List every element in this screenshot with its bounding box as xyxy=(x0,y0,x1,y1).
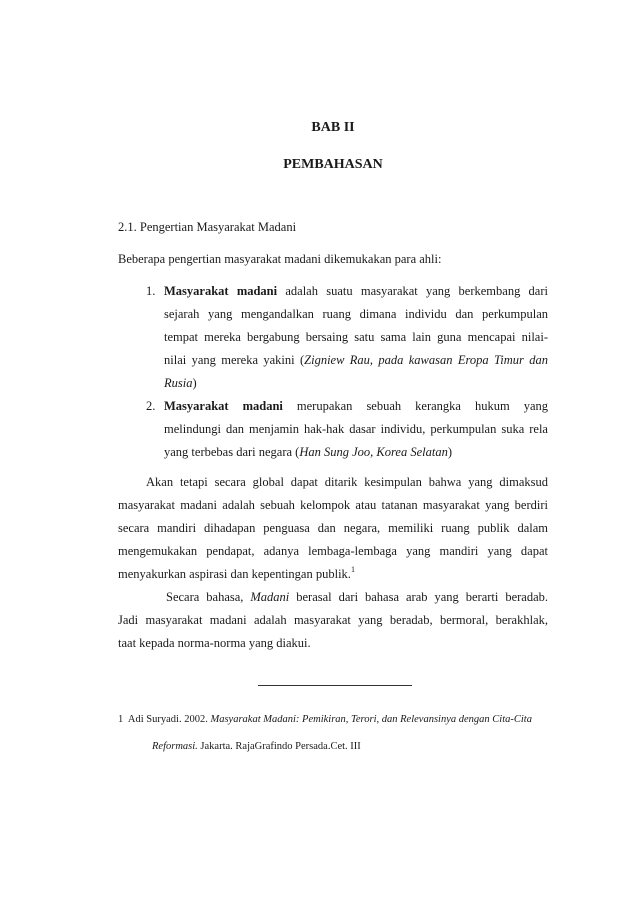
item-source: Zigniew Rau, pada kawasan Eropa Timur dan xyxy=(304,353,548,367)
footnote-number: 1 xyxy=(118,714,124,725)
list-item-2-line-2: melindungi dan menjamin hak-hak dasar individu, perkumpulan suka rela xyxy=(164,422,548,436)
item-text: ) xyxy=(192,376,197,390)
section-title: 2.1. Pengertian Masyarakat Madani xyxy=(118,220,297,234)
list-item-1-line-1 xyxy=(164,283,548,299)
list-item-number: 1. xyxy=(146,284,156,298)
item-text: merupakan sebuah kerangka hukum yang xyxy=(296,399,549,413)
footnote-reference: 1 xyxy=(350,564,355,574)
paragraph-1-line-5 xyxy=(118,566,548,582)
footnote-divider xyxy=(258,685,412,686)
item-source: Han Sung Joo, Korea Selatan xyxy=(299,445,448,459)
item-term: Masyarakat xyxy=(164,399,229,413)
item-source: Rusia xyxy=(164,376,193,390)
paragraph-emphasis: Madani xyxy=(250,590,290,604)
item-text: ) xyxy=(447,445,453,459)
paragraph-1-line-2: masyarakat madani adalah sebuah kelompok atau tatanan masyarakat yang berdiri xyxy=(118,498,548,512)
item-term: Masyarakat madani xyxy=(164,284,278,298)
paragraph-text: menyakurkan aspirasi dan kepentingan publik. xyxy=(118,567,351,581)
paragraph-1-line-4: mengemukakan pendapat, adanya lembaga-lembaga yang mandiri yang dapat xyxy=(118,544,548,558)
item-term: madani xyxy=(242,399,283,413)
list-item-2-line-3 xyxy=(164,444,548,460)
paragraph-1-line-3: secara mandiri dihadapan penguasa dan negara, memiliki ruang publik dalam xyxy=(118,521,548,535)
list-item-1-line-2: sejarah yang mengandalkan ruang dimana individu dan perkumpulan xyxy=(164,307,548,321)
paragraph-2-line-2: Jadi masyarakat madani adalah masyarakat yang beradab, bermoral, berakhlak, xyxy=(118,613,548,627)
list-item-1-line-3: tempat mereka bergabung bersaing satu sama lain guna mencapai nilai- xyxy=(164,330,548,344)
section-intro: Beberapa pengertian masyarakat madani dikemukakan para ahli: xyxy=(118,252,442,266)
item-text: nilai yang mereka yakini ( xyxy=(164,353,305,367)
footnote-line-1 xyxy=(118,713,532,727)
item-text: yang terbebas dari negara ( xyxy=(164,445,300,459)
list-item-2-line-1 xyxy=(164,398,548,414)
list-item-1-line-5 xyxy=(164,375,548,391)
footnote-title: Masyarakat Madani: Pemikiran, Terori, dan Relevansinya dengan Cita-Cita xyxy=(210,714,532,725)
paragraph-2-line-1 xyxy=(166,589,548,605)
chapter-number: BAB II xyxy=(311,120,355,135)
footnote-line-2 xyxy=(152,740,361,754)
item-text: adalah suatu masyarakat yang berkembang dari xyxy=(285,284,548,298)
footnote-title: Reformasi. xyxy=(152,741,198,752)
chapter-title: PEMBAHASAN xyxy=(283,157,383,172)
footnote-text: Jakarta. RajaGrafindo Persada.Cet. III xyxy=(200,741,361,752)
list-item-1-line-4 xyxy=(164,352,548,368)
paragraph-text: Secara bahasa, xyxy=(166,590,244,604)
footnote-text: Adi Suryadi. 2002. xyxy=(127,714,208,725)
chapter-heading xyxy=(118,120,548,173)
list-item-number: 2. xyxy=(146,399,156,413)
paragraph-2-line-3: taat kepada norma-norma yang diakui. xyxy=(118,636,311,650)
paragraph-1-line-1: Akan tetapi secara global dapat ditarik kesimpulan bahwa yang dimaksud xyxy=(146,475,548,489)
paragraph-text: berasal dari bahasa arab yang berarti beradab. xyxy=(296,590,548,604)
